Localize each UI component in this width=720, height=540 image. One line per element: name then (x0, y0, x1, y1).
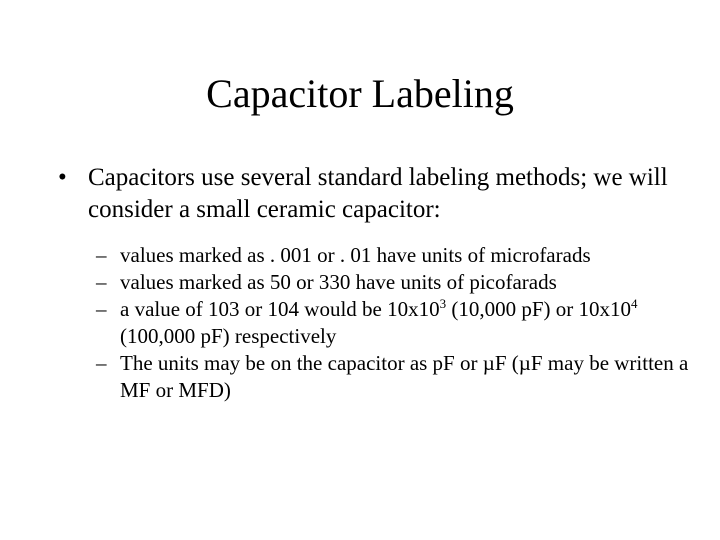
bullet-marker: • (58, 164, 67, 191)
sub-bullet-microfarads (96, 242, 698, 269)
exponent-4: 4 (631, 296, 638, 311)
sub-bullet-text-b: (10,000 pF) or 10x10 (446, 297, 632, 321)
sub-bullet-list (58, 242, 698, 404)
dash-marker: – (96, 243, 107, 267)
dash-marker: – (96, 297, 107, 321)
slide-title: Capacitor Labeling (206, 71, 514, 116)
sub-bullet-text: The units may be on the capacitor as pF or µF (µF may be written a MF or MFD) (120, 351, 689, 402)
main-bullet (58, 162, 698, 226)
sub-bullet-text: values marked as 50 or 330 have units of picofarads (120, 270, 557, 294)
sub-bullet-text-a: a value of 103 or 104 would be 10x10 (120, 297, 440, 321)
sub-bullet-units (96, 350, 698, 404)
main-bullet-text: Capacitors use several standard labeling methods; we will consider a small ceramic capacitor: (88, 164, 668, 223)
sub-bullet-picofarads (96, 269, 698, 296)
sub-bullet-text-c: (100,000 pF) respectively (120, 324, 337, 348)
slide-content (58, 162, 698, 404)
sub-bullet-text: values marked as . 001 or . 01 have units of microfarads (120, 243, 591, 267)
dash-marker: – (96, 270, 107, 294)
sub-bullet-multiplier (96, 296, 698, 350)
dash-marker: – (96, 351, 107, 375)
exponent-3: 3 (439, 296, 447, 311)
